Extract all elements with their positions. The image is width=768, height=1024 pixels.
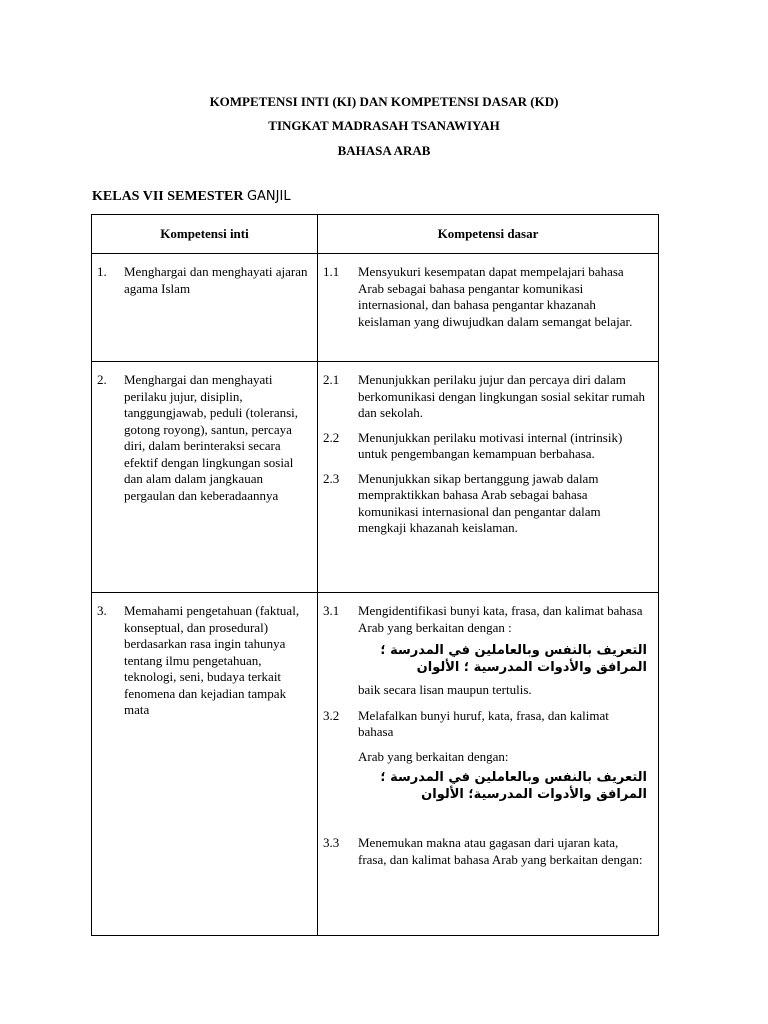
kd-number: 3.2 <box>323 707 340 723</box>
semester-value: GANJIL <box>246 189 291 204</box>
kd-continuation: Arab yang berkaitan dengan: <box>358 748 509 764</box>
kd-number: 3.3 <box>323 835 340 850</box>
ki-text: Menghargai dan menghayati perilaku jujur, disiplin, tanggungjawab, peduli (toleransi, gotong royong), santun, percaya diri, dalam berinteraksi secara efektif dengan lingkungan sosial dan alam dalam jangkauan pergaulan dan keberadaannya <box>124 372 299 503</box>
kd-number: 2.3 <box>323 470 340 486</box>
kd-number: 1.1 <box>323 264 340 279</box>
kd-cell <box>318 254 659 362</box>
ki-text: Memahami pengetahuan (faktual, konseptual, dan prosedural) berdasarkan rasa ingin tahunya tentang ilmu pengetahuan, teknologi, seni, budaya terkait fenomena dan kejadian tampak mata <box>124 603 300 717</box>
kd-cell <box>318 593 659 936</box>
doc-subtitle-level: TINGKAT MADRASAH TSANAWIYAH <box>268 118 500 133</box>
doc-subtitle-subject: BAHASA ARAB <box>337 143 431 158</box>
kd-text: Menemukan makna atau gagasan dari ujaran kata, frasa, dan kalimat bahasa Arab yang berkaitan dengan: <box>358 835 643 867</box>
table-row <box>92 593 659 936</box>
ki-cell <box>92 362 318 593</box>
ki-number: 1. <box>97 264 107 279</box>
kd-number: 2.1 <box>323 372 340 387</box>
col-header-ki: Kompetensi inti <box>92 215 318 254</box>
kd-continuation: baik secara lisan maupun tertulis. <box>358 682 532 697</box>
arabic-topics: التعريف بالنفس وبالعاملين في المدرسة ؛ المرافق والأدوات المدرسية ؛ الألوان <box>380 643 647 675</box>
competency-table <box>91 214 659 936</box>
ki-text: Menghargai dan menghayati ajaran agama Islam <box>124 264 308 296</box>
kd-number: 2.2 <box>323 429 340 445</box>
table-row <box>92 254 659 362</box>
col-header-kd: Kompetensi dasar <box>318 215 659 254</box>
doc-title: KOMPETENSI INTI (KI) DAN KOMPETENSI DASAR (KD) <box>209 94 559 109</box>
kd-text: Menunjukkan perilaku jujur dan percaya diri dalam berkomunikasi dengan lingkungan sosial sekitar rumah dan sekolah. <box>358 372 646 420</box>
table-row <box>92 362 659 593</box>
ki-number: 2. <box>97 372 107 387</box>
kd-text: Menunjukkan perilaku motivasi internal (intrinsik) untuk pengembangan kemampuan berbahasa. <box>358 429 623 461</box>
kd-text: Menunjukkan sikap bertanggung jawab dalam mempraktikkan bahasa Arab sebagai bahasa komunikasi internasional dan pengantar dalam mengkaji khazanah keislaman. <box>358 470 601 535</box>
kd-text: Melafalkan bunyi huruf, kata, frasa, dan kalimat bahasa <box>358 707 609 739</box>
ki-cell <box>92 593 318 936</box>
ki-cell <box>92 254 318 362</box>
kd-text: Mensyukuri kesempatan dapat mempelajari bahasa Arab sebagai bahasa pengantar komunikasi internasional, dan bahasa pengantar khazanah keislaman yang diwujudkan dalam semangat belajar. <box>358 264 633 329</box>
kd-number: 3.1 <box>323 603 340 618</box>
class-semester-heading <box>92 189 291 205</box>
arabic-topics: التعريف بالنفس وبالعاملين في المدرسة ؛ المرافق والأدوات المدرسية؛ الألوان <box>380 770 647 802</box>
kd-text: Mengidentifikasi bunyi kata, frasa, dan kalimat bahasa Arab yang berkaitan dengan : <box>358 603 643 635</box>
table-header-row <box>92 215 659 254</box>
kd-cell <box>318 362 659 593</box>
class-label: KELAS VII SEMESTER <box>92 189 247 204</box>
ki-number: 3. <box>97 603 107 618</box>
